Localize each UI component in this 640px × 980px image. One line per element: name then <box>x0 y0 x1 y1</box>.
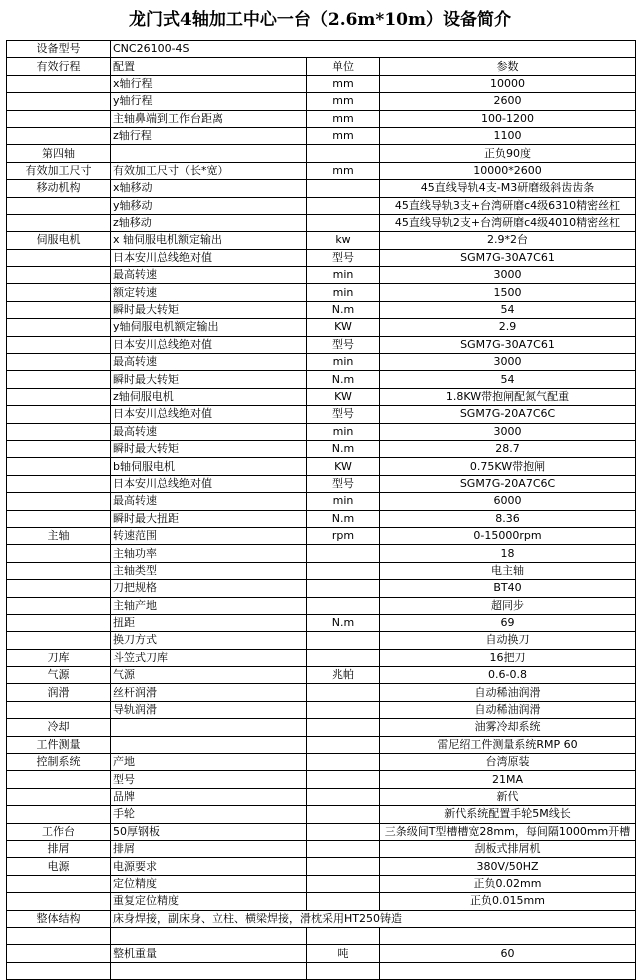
row-item: 主轴产地 <box>111 597 307 614</box>
row-unit: kw <box>307 232 380 249</box>
row-category <box>7 388 111 405</box>
row-category: 控制系统 <box>7 754 111 771</box>
row-category <box>7 354 111 371</box>
table-row <box>7 162 636 179</box>
row-category <box>7 440 111 457</box>
row-item <box>111 736 307 753</box>
row-category <box>7 284 111 301</box>
table-row <box>7 110 636 127</box>
row-category: 移动机构 <box>7 180 111 197</box>
table-row <box>7 962 636 979</box>
table-row <box>7 423 636 440</box>
row-category <box>7 249 111 266</box>
table-row <box>7 840 636 857</box>
table-row <box>7 945 636 962</box>
row-unit: mm <box>307 162 380 179</box>
row-value: 刮板式排屑机 <box>380 840 636 857</box>
row-category <box>7 127 111 144</box>
row-category <box>7 214 111 231</box>
table-row <box>7 406 636 423</box>
row-category <box>7 93 111 110</box>
table-row <box>7 440 636 457</box>
row-category: 设备型号 <box>7 41 111 58</box>
row-item: 额定转速 <box>111 284 307 301</box>
row-unit: mm <box>307 93 380 110</box>
row-item: 品牌 <box>111 788 307 805</box>
row-unit: min <box>307 493 380 510</box>
row-item: 主轴类型 <box>111 562 307 579</box>
row-value: 自动换刀 <box>380 632 636 649</box>
row-value: 2600 <box>380 93 636 110</box>
row-category: 工件测量 <box>7 736 111 753</box>
row-item <box>111 145 307 162</box>
row-category: 有效行程 <box>7 58 111 75</box>
row-unit <box>307 649 380 666</box>
row-category: 刀库 <box>7 649 111 666</box>
row-category <box>7 893 111 910</box>
row-category <box>7 962 111 979</box>
row-unit: min <box>307 267 380 284</box>
table-row <box>7 684 636 701</box>
row-value: 2.9 <box>380 319 636 336</box>
page-title: 龙门式4轴加工中心一台（2.6m*10m）设备简介 <box>129 10 511 30</box>
row-item: 定位精度 <box>111 875 307 892</box>
row-category: 主轴 <box>7 527 111 544</box>
table-row <box>7 475 636 492</box>
row-value: 2.9*2台 <box>380 232 636 249</box>
row-category: 润滑 <box>7 684 111 701</box>
row-value: 新代 <box>380 788 636 805</box>
row-value: SGM7G-30A7C61 <box>380 336 636 353</box>
row-value: 3000 <box>380 423 636 440</box>
table-row <box>7 214 636 231</box>
row-value: 28.7 <box>380 440 636 457</box>
table-row <box>7 545 636 562</box>
row-unit <box>307 580 380 597</box>
row-unit <box>307 197 380 214</box>
row-unit: 兆帕 <box>307 667 380 684</box>
row-unit: min <box>307 354 380 371</box>
row-value: 54 <box>380 301 636 318</box>
row-unit: mm <box>307 75 380 92</box>
row-item: 气源 <box>111 667 307 684</box>
row-item: 主轴功率 <box>111 545 307 562</box>
table-row <box>7 388 636 405</box>
table-row <box>7 527 636 544</box>
table-row <box>7 232 636 249</box>
row-unit: KW <box>307 458 380 475</box>
row-value: 1.8KW带抱闸配氮气配重 <box>380 388 636 405</box>
row-category <box>7 927 111 944</box>
row-unit: 吨 <box>307 945 380 962</box>
row-item: 换刀方式 <box>111 632 307 649</box>
row-unit: N.m <box>307 371 380 388</box>
table-row <box>7 614 636 631</box>
row-value: SGM7G-20A7C6C <box>380 406 636 423</box>
row-value: 正负90度 <box>380 145 636 162</box>
row-unit: min <box>307 284 380 301</box>
row-unit <box>307 754 380 771</box>
row-unit: KW <box>307 319 380 336</box>
table-row <box>7 927 636 944</box>
row-value: 45直线导轨2支+台湾研磨c4级4010精密丝杠 <box>380 214 636 231</box>
row-unit <box>307 545 380 562</box>
row-value: 1500 <box>380 284 636 301</box>
row-value: BT40 <box>380 580 636 597</box>
table-row <box>7 197 636 214</box>
row-unit <box>307 858 380 875</box>
row-category <box>7 771 111 788</box>
row-unit <box>307 927 380 944</box>
row-item: 日本安川总线绝对值 <box>111 249 307 266</box>
table-row <box>7 893 636 910</box>
table-row <box>7 145 636 162</box>
spec-table <box>6 40 636 980</box>
row-value: 8.36 <box>380 510 636 527</box>
row-category <box>7 110 111 127</box>
row-category: 整体结构 <box>7 910 111 927</box>
row-value: 自动稀油润滑 <box>380 701 636 718</box>
row-value: 54 <box>380 371 636 388</box>
row-item: z轴伺服电机 <box>111 388 307 405</box>
row-unit <box>307 893 380 910</box>
row-value: 电主轴 <box>380 562 636 579</box>
table-row <box>7 354 636 371</box>
row-category: 气源 <box>7 667 111 684</box>
row-category <box>7 75 111 92</box>
row-value <box>380 962 636 979</box>
row-unit <box>307 214 380 231</box>
row-value: 参数 <box>380 58 636 75</box>
row-value: 超同步 <box>380 597 636 614</box>
row-value: 10000*2600 <box>380 162 636 179</box>
row-category: 有效加工尺寸 <box>7 162 111 179</box>
row-item: 有效加工尺寸（长*宽） <box>111 162 307 179</box>
row-value: 雷尼绍工件测量系统RMP 60 <box>380 736 636 753</box>
table-row <box>7 719 636 736</box>
row-category <box>7 371 111 388</box>
row-unit: N.m <box>307 440 380 457</box>
row-item: 瞬时最大转矩 <box>111 371 307 388</box>
row-item: 日本安川总线绝对值 <box>111 406 307 423</box>
row-category <box>7 510 111 527</box>
row-category: 冷却 <box>7 719 111 736</box>
row-unit: N.m <box>307 614 380 631</box>
row-unit <box>307 684 380 701</box>
row-item: 排屑 <box>111 840 307 857</box>
table-row <box>7 284 636 301</box>
row-item: 丝杆润滑 <box>111 684 307 701</box>
table-row <box>7 301 636 318</box>
row-item: z轴行程 <box>111 127 307 144</box>
table-row <box>7 580 636 597</box>
row-item: x轴移动 <box>111 180 307 197</box>
row-category: 排屑 <box>7 840 111 857</box>
row-item: b轴伺服电机 <box>111 458 307 475</box>
row-item: 50厚钢板 <box>111 823 307 840</box>
row-unit <box>307 840 380 857</box>
table-row <box>7 701 636 718</box>
row-item: 扭距 <box>111 614 307 631</box>
row-category <box>7 614 111 631</box>
row-category <box>7 788 111 805</box>
table-row <box>7 736 636 753</box>
row-item: 主轴鼻端到工作台距离 <box>111 110 307 127</box>
row-category <box>7 580 111 597</box>
row-unit <box>307 823 380 840</box>
table-row <box>7 858 636 875</box>
row-unit: 单位 <box>307 58 380 75</box>
row-category <box>7 493 111 510</box>
table-row <box>7 823 636 840</box>
row-value: 45直线导轨3支+台湾研磨c4级6310精密丝杠 <box>380 197 636 214</box>
row-item: x 轴伺服电机额定输出 <box>111 232 307 249</box>
row-category <box>7 423 111 440</box>
row-item: 床身焊接，副床身、立柱、横梁焊接，滑枕采用HT250铸造 <box>111 910 636 927</box>
row-value: 0.75KW带抱闸 <box>380 458 636 475</box>
row-unit: min <box>307 423 380 440</box>
row-item: CNC26100-4S <box>111 41 636 58</box>
row-item: 最高转速 <box>111 354 307 371</box>
row-value: 16把刀 <box>380 649 636 666</box>
row-unit: rpm <box>307 527 380 544</box>
row-item: 瞬时最大扭距 <box>111 510 307 527</box>
row-value: 18 <box>380 545 636 562</box>
row-category <box>7 458 111 475</box>
row-unit: KW <box>307 388 380 405</box>
row-value: 3000 <box>380 267 636 284</box>
row-unit: 型号 <box>307 406 380 423</box>
row-item: x轴行程 <box>111 75 307 92</box>
row-item: 配置 <box>111 58 307 75</box>
row-value: SGM7G-20A7C6C <box>380 475 636 492</box>
row-unit <box>307 562 380 579</box>
row-category <box>7 562 111 579</box>
table-row <box>7 788 636 805</box>
row-value: 3000 <box>380 354 636 371</box>
row-category <box>7 945 111 962</box>
row-value: 380V/50HZ <box>380 858 636 875</box>
row-item <box>111 719 307 736</box>
row-item: 最高转速 <box>111 423 307 440</box>
row-category <box>7 632 111 649</box>
row-item: 电源要求 <box>111 858 307 875</box>
row-item: 最高转速 <box>111 493 307 510</box>
row-category: 伺服电机 <box>7 232 111 249</box>
row-item: 瞬时最大转矩 <box>111 440 307 457</box>
row-value: 100-1200 <box>380 110 636 127</box>
row-item <box>111 927 307 944</box>
row-unit: 型号 <box>307 475 380 492</box>
row-unit: 型号 <box>307 249 380 266</box>
row-item: y轴伺服电机额定输出 <box>111 319 307 336</box>
row-value: 10000 <box>380 75 636 92</box>
row-category <box>7 875 111 892</box>
row-unit <box>307 771 380 788</box>
table-row <box>7 632 636 649</box>
row-item: 型号 <box>111 771 307 788</box>
row-item: 最高转速 <box>111 267 307 284</box>
table-row <box>7 806 636 823</box>
row-unit <box>307 806 380 823</box>
row-item: z轴移动 <box>111 214 307 231</box>
row-value: 0.6-0.8 <box>380 667 636 684</box>
table-row <box>7 458 636 475</box>
row-unit: mm <box>307 110 380 127</box>
row-value: 新代系统配置手轮5M线长 <box>380 806 636 823</box>
row-category: 工作台 <box>7 823 111 840</box>
row-category <box>7 545 111 562</box>
row-item: 瞬时最大转矩 <box>111 301 307 318</box>
row-value: 45直线导轨4支-M3研磨级斜齿齿条 <box>380 180 636 197</box>
row-value: 三条级间T型槽槽宽28mm，每间隔1000mm开槽 <box>380 823 636 840</box>
row-value: 0-15000rpm <box>380 527 636 544</box>
row-unit <box>307 632 380 649</box>
row-item: 日本安川总线绝对值 <box>111 475 307 492</box>
table-row <box>7 667 636 684</box>
row-unit: N.m <box>307 301 380 318</box>
row-unit <box>307 701 380 718</box>
table-row <box>7 493 636 510</box>
row-unit <box>307 736 380 753</box>
row-value: 6000 <box>380 493 636 510</box>
row-unit <box>307 788 380 805</box>
row-category <box>7 701 111 718</box>
row-category <box>7 301 111 318</box>
row-value: 自动稀油润滑 <box>380 684 636 701</box>
table-row <box>7 875 636 892</box>
table-row <box>7 754 636 771</box>
row-item: y轴移动 <box>111 197 307 214</box>
row-value: 正负0.02mm <box>380 875 636 892</box>
row-value: 正负0.015mm <box>380 893 636 910</box>
row-value: 油雾冷却系统 <box>380 719 636 736</box>
row-value: SGM7G-30A7C61 <box>380 249 636 266</box>
row-unit <box>307 597 380 614</box>
row-category <box>7 806 111 823</box>
row-category: 第四轴 <box>7 145 111 162</box>
row-unit <box>307 180 380 197</box>
row-value: 69 <box>380 614 636 631</box>
row-category <box>7 319 111 336</box>
table-row <box>7 510 636 527</box>
row-category: 电源 <box>7 858 111 875</box>
row-category <box>7 406 111 423</box>
row-item: 转速范围 <box>111 527 307 544</box>
table-row <box>7 58 636 75</box>
row-unit <box>307 719 380 736</box>
row-unit <box>307 145 380 162</box>
row-category <box>7 475 111 492</box>
row-value: 台湾原装 <box>380 754 636 771</box>
row-value: 21MA <box>380 771 636 788</box>
table-row <box>7 336 636 353</box>
table-row <box>7 180 636 197</box>
row-item: 产地 <box>111 754 307 771</box>
row-value <box>380 927 636 944</box>
table-row <box>7 597 636 614</box>
row-category <box>7 336 111 353</box>
row-unit: 型号 <box>307 336 380 353</box>
row-value: 60 <box>380 945 636 962</box>
table-row <box>7 93 636 110</box>
table-row <box>7 910 636 927</box>
row-unit: N.m <box>307 510 380 527</box>
row-item: 手轮 <box>111 806 307 823</box>
row-category <box>7 597 111 614</box>
row-item: 刀把规格 <box>111 580 307 597</box>
row-item: 整机重量 <box>111 945 307 962</box>
row-item: 日本安川总线绝对值 <box>111 336 307 353</box>
table-row <box>7 371 636 388</box>
row-item: 导轨润滑 <box>111 701 307 718</box>
table-row <box>7 41 636 58</box>
row-item: 重复定位精度 <box>111 893 307 910</box>
table-row <box>7 127 636 144</box>
row-item: 斗笠式刀库 <box>111 649 307 666</box>
row-unit <box>307 875 380 892</box>
table-row <box>7 649 636 666</box>
table-row <box>7 319 636 336</box>
row-unit <box>307 962 380 979</box>
table-row <box>7 267 636 284</box>
table-row <box>7 562 636 579</box>
row-item <box>111 962 307 979</box>
row-value: 1100 <box>380 127 636 144</box>
row-category <box>7 197 111 214</box>
row-item: y轴行程 <box>111 93 307 110</box>
row-category <box>7 267 111 284</box>
table-row <box>7 75 636 92</box>
row-unit: mm <box>307 127 380 144</box>
table-row <box>7 249 636 266</box>
table-row <box>7 771 636 788</box>
